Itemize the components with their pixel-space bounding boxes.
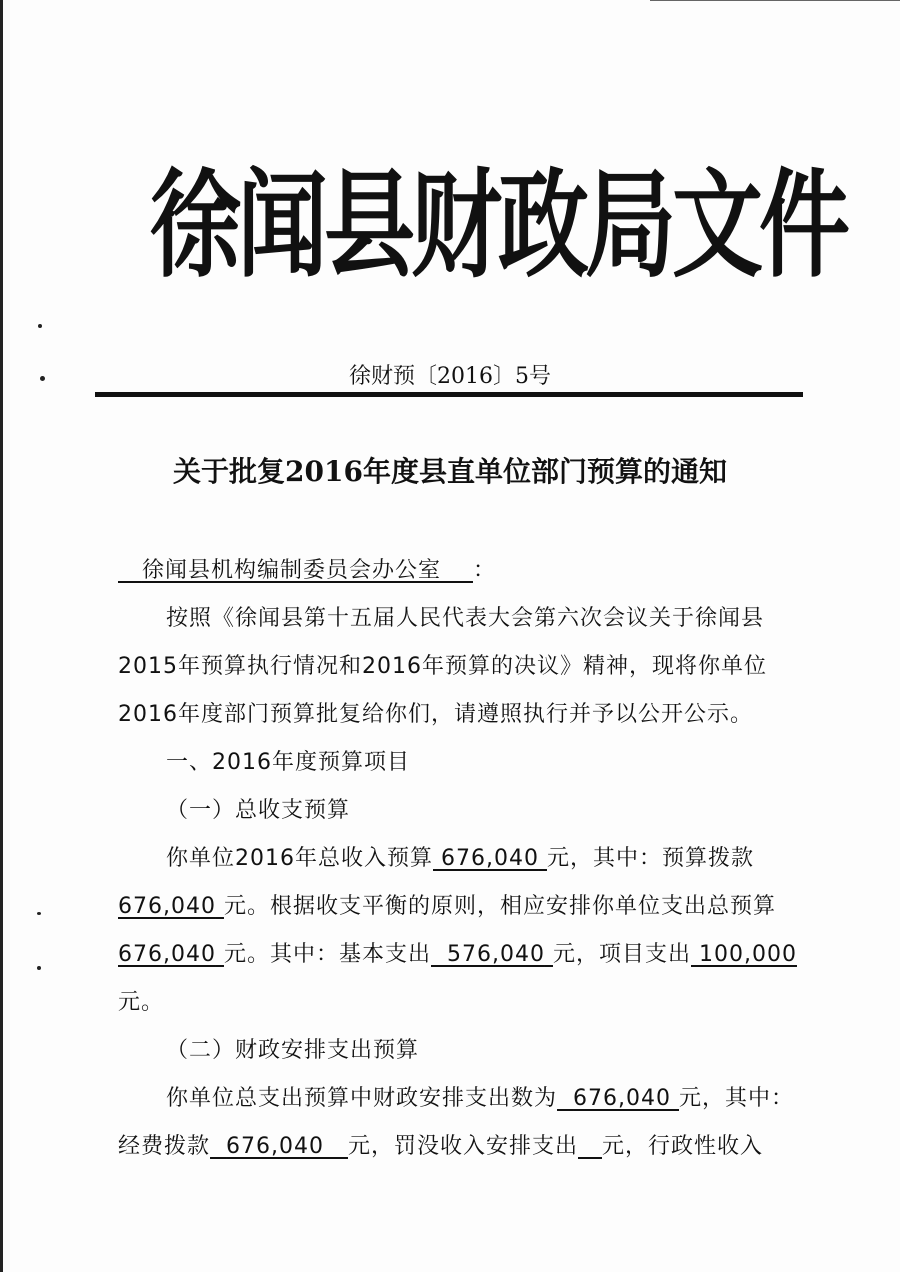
- scan-top-rule: [650, 0, 900, 1]
- paragraph-line: 元。: [118, 990, 165, 1015]
- blank-amount: [578, 1134, 602, 1159]
- project-expenditure-value: 100,000: [699, 942, 797, 967]
- document-masthead: 徐闻县财政局文件: [150, 158, 847, 294]
- document-title: 关于批复2016年度县直单位部门预算的通知: [173, 455, 727, 488]
- subsection-heading: （一）总收支预算: [166, 798, 351, 823]
- paragraph-line: 你单位总支出预算中财政安排支出数为 676,040 元，其中：: [166, 1086, 795, 1111]
- scan-speck: [37, 966, 41, 970]
- paragraph-line: 你单位2016年总收入预算 676,040 元，其中：预算拨款: [166, 846, 754, 871]
- fiscal-arranged-value: 676,040: [573, 1086, 671, 1111]
- paragraph-line: 676,040 元。其中：基本支出 576,040 元，项目支出 100,000: [118, 942, 797, 967]
- recipient-org: 徐闻县机构编制委员会办公室: [141, 558, 441, 583]
- total-expenditure-value: 676,040: [118, 942, 216, 967]
- scan-speck: [40, 376, 45, 381]
- paragraph-line: 2015年预算执行情况和2016年预算的决议》精神，现将你单位: [118, 654, 767, 679]
- paragraph-line: 676,040 元。根据收支平衡的原则，相应安排你单位支出总预算: [118, 894, 776, 919]
- section-heading: 一、2016年度预算项目: [166, 750, 410, 775]
- paragraph-line: 经费拨款 676,040 元，罚没收入安排支出 元，行政性收入: [118, 1134, 763, 1159]
- recipient-line: [118, 553, 798, 589]
- subsection-heading: （二）财政安排支出预算: [166, 1038, 420, 1063]
- paragraph-line: 2016年度部门预算批复给你们，请遵照执行并予以公开公示。: [118, 702, 753, 727]
- scan-edge: [0, 0, 3, 1272]
- total-income-value: 676,040: [441, 846, 539, 871]
- paragraph-line: 按照《徐闻县第十五届人民代表大会第六次会议关于徐闻县: [166, 606, 765, 631]
- document-number: 徐财预〔2016〕5号: [349, 364, 551, 389]
- scan-speck: [37, 912, 41, 915]
- appropriation-value: 676,040: [118, 894, 216, 919]
- recipient-suffix: ：: [472, 558, 496, 583]
- header-divider: [95, 392, 803, 397]
- funding-allocation-value: 676,040: [226, 1134, 324, 1159]
- basic-expenditure-value: 576,040: [447, 942, 545, 967]
- scan-speck: [38, 324, 42, 328]
